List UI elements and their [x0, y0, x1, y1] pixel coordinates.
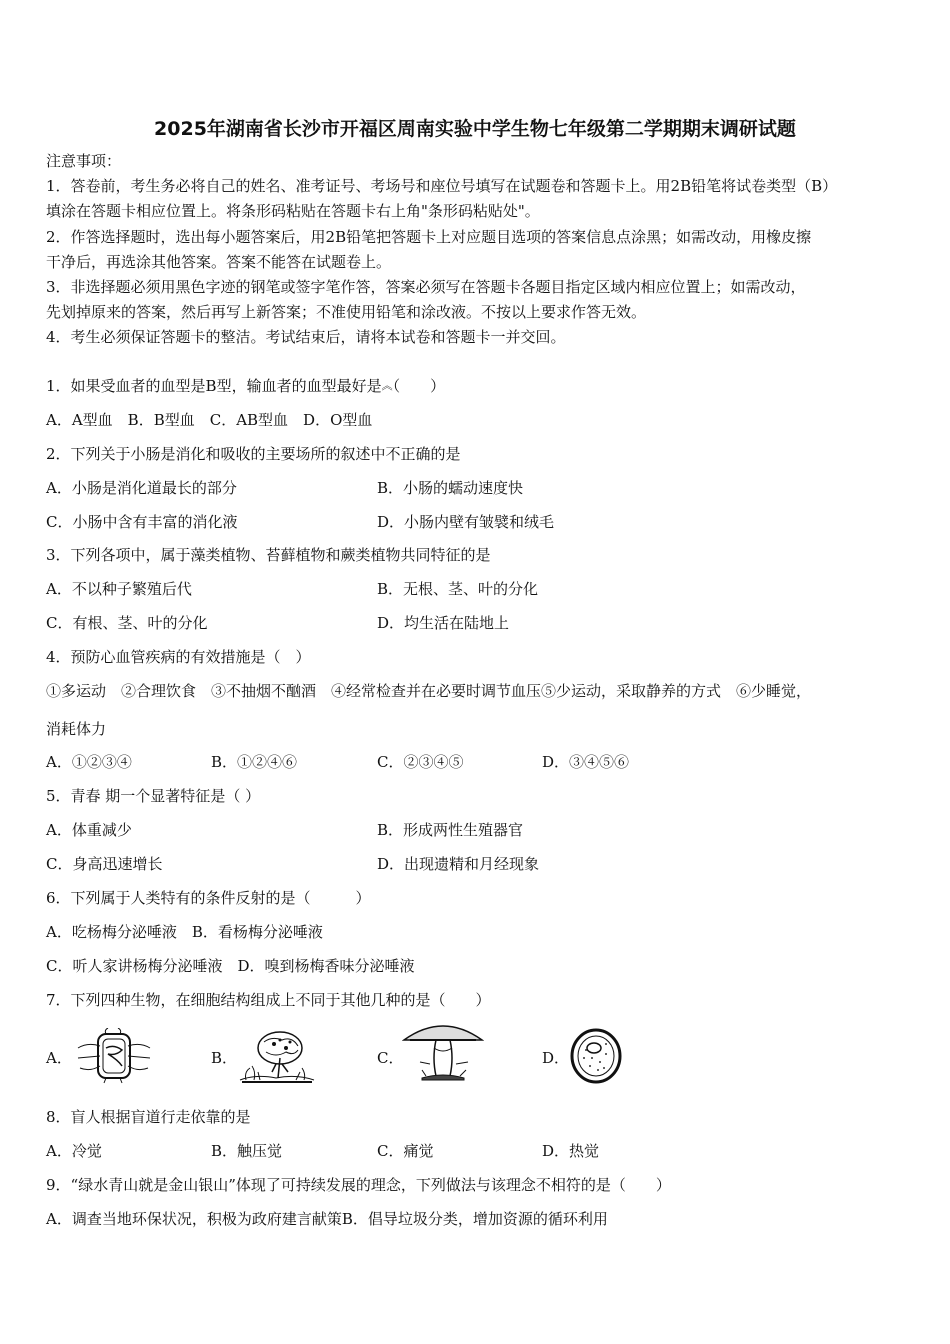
- question-2-option-b: B．小肠的蠕动速度快: [377, 479, 524, 497]
- question-7-option-b: B．: [211, 1049, 238, 1067]
- question-4-option-a: A．①②③④: [46, 753, 132, 771]
- question-6-options-ab: A．吃杨梅分泌唾液 B．看杨梅分泌唾液: [46, 923, 323, 941]
- moss-plant-icon: [236, 1028, 316, 1084]
- question-4-stem: 4．预防心血管疾病的有效措施是（ ）: [46, 648, 311, 666]
- notice-line: 干净后，再选涂其他答案。答案不能答在试题卷上。: [46, 253, 392, 271]
- question-5-option-d: D．出现遗精和月经现象: [377, 855, 540, 873]
- notice-line: 填涂在答题卡相应位置上。将条形码粘贴在答题卡右上角"条形码粘贴处"。: [46, 202, 540, 220]
- question-5-stem: 5．青春 期一个显著特征是（ ）: [46, 787, 261, 805]
- question-8-option-d: D．热觉: [542, 1142, 600, 1160]
- question-1-options: A．A型血 B．B型血 C．AB型血 D．O型血: [46, 411, 373, 429]
- question-9-stem: 9．“绿水青山就是金山银山”体现了可持续发展的理念，下列做法与该理念不相符的是（ ）: [46, 1176, 671, 1194]
- bacterium-icon: [76, 1028, 152, 1084]
- question-6-stem: 6．下列属于人类特有的条件反射的是（ ）: [46, 889, 371, 907]
- question-4-option-b: B．①②④⑥: [211, 753, 298, 771]
- question-5-option-b: B．形成两性生殖器官: [377, 821, 524, 839]
- page-title: 2025年湖南省长沙市开福区周南实验中学生物七年级第二学期期末调研试题: [154, 118, 796, 140]
- question-7-option-d: D．: [542, 1049, 570, 1067]
- question-4-option-d: D．③④⑤⑥: [542, 753, 630, 771]
- question-8-option-b: B．触压觉: [211, 1142, 283, 1160]
- question-4-items: ①多运动 ②合理饮食 ③不抽烟不酗酒 ④经常检查并在必要时调节血压⑤少运动，采取静养的方式 ⑥少睡觉，: [46, 682, 812, 700]
- question-6-options-cd: C．听人家讲杨梅分泌唾液 D．嗅到杨梅香味分泌唾液: [46, 957, 415, 975]
- mushroom-icon: [402, 1018, 484, 1082]
- question-2-option-a: A．小肠是消化道最长的部分: [46, 479, 237, 497]
- question-3-option-b: B．无根、茎、叶的分化: [377, 580, 539, 598]
- question-8-option-c: C．痛觉: [377, 1142, 434, 1160]
- question-7-stem: 7．下列四种生物，在细胞结构组成上不同于其他几种的是（ ）: [46, 991, 491, 1009]
- question-1-stem: 1．如果受血者的血型是B型，输血者的血型最好是︽（ ）: [46, 377, 446, 395]
- notice-line: 2．作答选择题时，选出每小题答案后，用2B铅笔把答题卡上对应题目选项的答案信息点涂黑；如需改动，用橡皮擦: [46, 228, 812, 246]
- question-5-option-c: C．身高迅速增长: [46, 855, 163, 873]
- wave-icon: ︽: [381, 379, 393, 392]
- question-7-option-a: A．: [46, 1049, 72, 1067]
- question-3-option-a: A．不以种子繁殖后代: [46, 580, 192, 598]
- question-8-option-a: A．冷觉: [46, 1142, 102, 1160]
- question-2-stem: 2．下列关于小肠是消化和吸收的主要场所的叙述中不正确的是: [46, 445, 461, 463]
- question-2-option-d: D．小肠内壁有皱襞和绒毛: [377, 513, 555, 531]
- question-3-option-c: C．有根、茎、叶的分化: [46, 614, 208, 632]
- notice-line: 4．考生必须保证答题卡的整洁。考试结束后，请将本试卷和答题卡一并交回。: [46, 328, 566, 346]
- question-3-option-d: D．均生活在陆地上: [377, 614, 510, 632]
- notice-line: 1．答卷前，考生务必将自己的姓名、准考证号、考场号和座位号填写在试题卷和答题卡上。用2B铅笔将试卷类型（B）: [46, 177, 838, 195]
- notice-line: 先划掉原来的答案，然后再写上新答案；不准使用铅笔和涂改液。不按以上要求作答无效。: [46, 303, 647, 321]
- question-4-option-c: C．②③④⑤: [377, 753, 464, 771]
- question-4-items-cont: 消耗体力: [46, 720, 107, 738]
- notice-line: 3．非选择题必须用黑色字迹的钢笔或签字笔作答，答案必须写在答题卡各题目指定区域内相应位置上；如需改动，: [46, 278, 806, 296]
- question-8-stem: 8．盲人根据盲道行走依靠的是: [46, 1108, 251, 1126]
- question-7-option-c: C．: [377, 1049, 404, 1067]
- question-9-options-ab: A．调查当地环保状况，积极为政府建言献策B．倡导垃圾分类，增加资源的循环利用: [46, 1210, 608, 1228]
- question-3-stem: 3．下列各项中，属于藻类植物、苔藓植物和蕨类植物共同特征的是: [46, 546, 491, 564]
- question-5-option-a: A．体重减少: [46, 821, 132, 839]
- cell-icon: [570, 1028, 622, 1084]
- notice-heading: 注意事项：: [46, 152, 122, 170]
- question-2-option-c: C．小肠中含有丰富的消化液: [46, 513, 238, 531]
